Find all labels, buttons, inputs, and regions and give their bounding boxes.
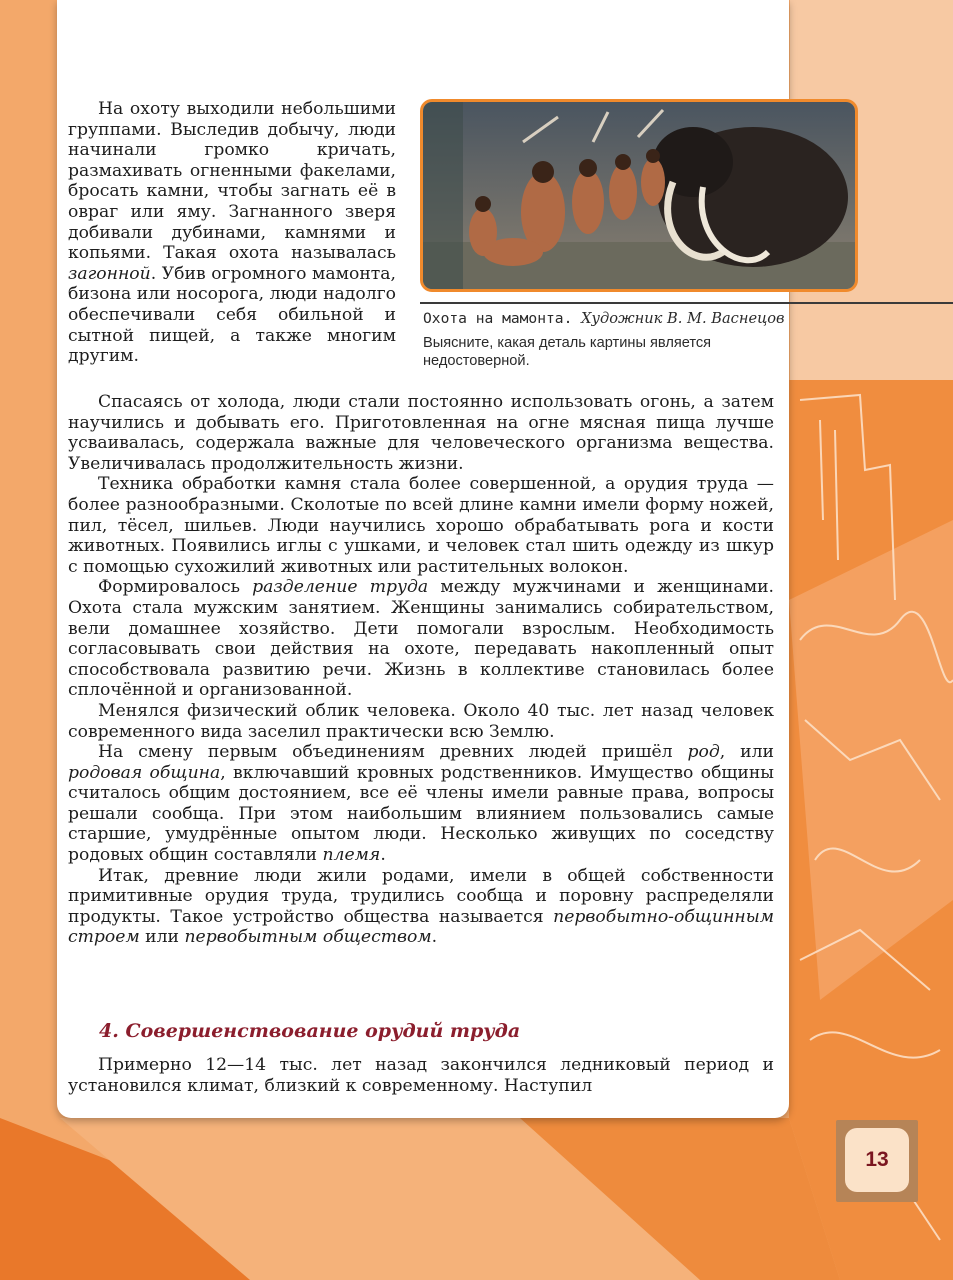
term-clan-community: родовая община	[68, 762, 221, 783]
figure-caption	[423, 310, 853, 327]
paragraph-division-of-labour: Формировалось разделение труда между мужчинами и женщинами. Охота стала мужским занятием. Женщины занимались собирательством, вели домашнее хозяйство. Дети помогали взрослым. Необходимость согласовывать свои действия на охоте, передавать накопленный опыт способствовала развитию речи. Жизнь в коллективе становилась более сплочённой и организованной.	[68, 577, 774, 701]
term-tribe: племя	[322, 845, 381, 866]
main-text	[68, 392, 774, 948]
term-primitive-society: первобытным обществом	[184, 927, 432, 948]
paragraph-primitive-society: Итак, древние люди жили родами, имели в общей собственности примитивные орудия труда, трудились сообща и поровну распределяли продукты. Такое устройство общества называется первобытно-общинным строем или первобытным обществом.	[68, 865, 774, 948]
page-number-box	[836, 1120, 918, 1202]
caption-title: Охота на мамонта.	[423, 310, 573, 327]
figure-question: Выясните, какая деталь картины является недостоверной.	[423, 335, 712, 369]
term-division-of-labour: разделение труда	[252, 577, 429, 598]
intro-paragraph: На охоту выходили небольшими группами. Выследив добычу, люди начинали громко кричать, размахивать огненными факелами, бросать камни, чтобы загнать её в овраг или яму. Загнанного зверя добивали дубинами, камнями и копьями. Такая охота называлась загонной. Убив огромного мамонта, бизона или носорога, люди надолго обеспечивали себя обильной и сытной пищей, а также многим другим.	[68, 99, 396, 367]
term-rod: род	[687, 742, 720, 763]
mammoth-hunt-painting	[423, 102, 855, 289]
paragraph-tools: Техника обработки камня стала более совершенной, а орудия труда — более разнообразными. Сколотые по всей длине камни имели форму ножей, пил, тёсел, шильев. Люди научились хорошо обрабатывать рога и кости животных. Появились иглы с ушками, и человек стал шить одежду из шкур с помощью сухожилий животных или растительных волокон.	[68, 474, 774, 577]
section-text	[68, 1055, 774, 1096]
painting-figure	[420, 99, 858, 292]
page-number: 13	[845, 1128, 909, 1192]
paragraph-fire: Спасаясь от холода, люди стали постоянно использовать огонь, а затем научились и добывать его. Приготовленная на огне мясная пища лучше усваивалась, содержала важные для человеческого организма вещества. Увеличивалась продолжительность жизни.	[68, 392, 774, 474]
term-primitive-communal-system: первобытно-общинным строем	[68, 906, 774, 948]
caption-artist: Художник В. М. Васнецов	[581, 310, 785, 327]
section-heading: 4. Совершенствование орудий труда	[99, 1020, 521, 1042]
paragraph-appearance: Менялся физический облик человека. Около 40 тыс. лет назад человек современного вида заселил практически всю Землю.	[68, 700, 774, 742]
paragraph-ice-age-end: Примерно 12—14 тыс. лет назад закончился ледниковый период и установился климат, близкий к современному. Наступил	[68, 1055, 774, 1096]
caption-rule	[420, 302, 953, 304]
paragraph-clan: На смену первым объединениям древних людей пришёл род, или родовая община, включавший кровных родственников. Имущество общины считалось общим достоянием, все её члены имели равные права, вопросы решали сообща. При этом наибольшим влиянием пользовались самые старшие, умудрённые опытом люди. Несколько живущих по соседству родовых общин составляли племя.	[68, 742, 774, 866]
term-zagonnaya: загонной	[68, 263, 151, 284]
